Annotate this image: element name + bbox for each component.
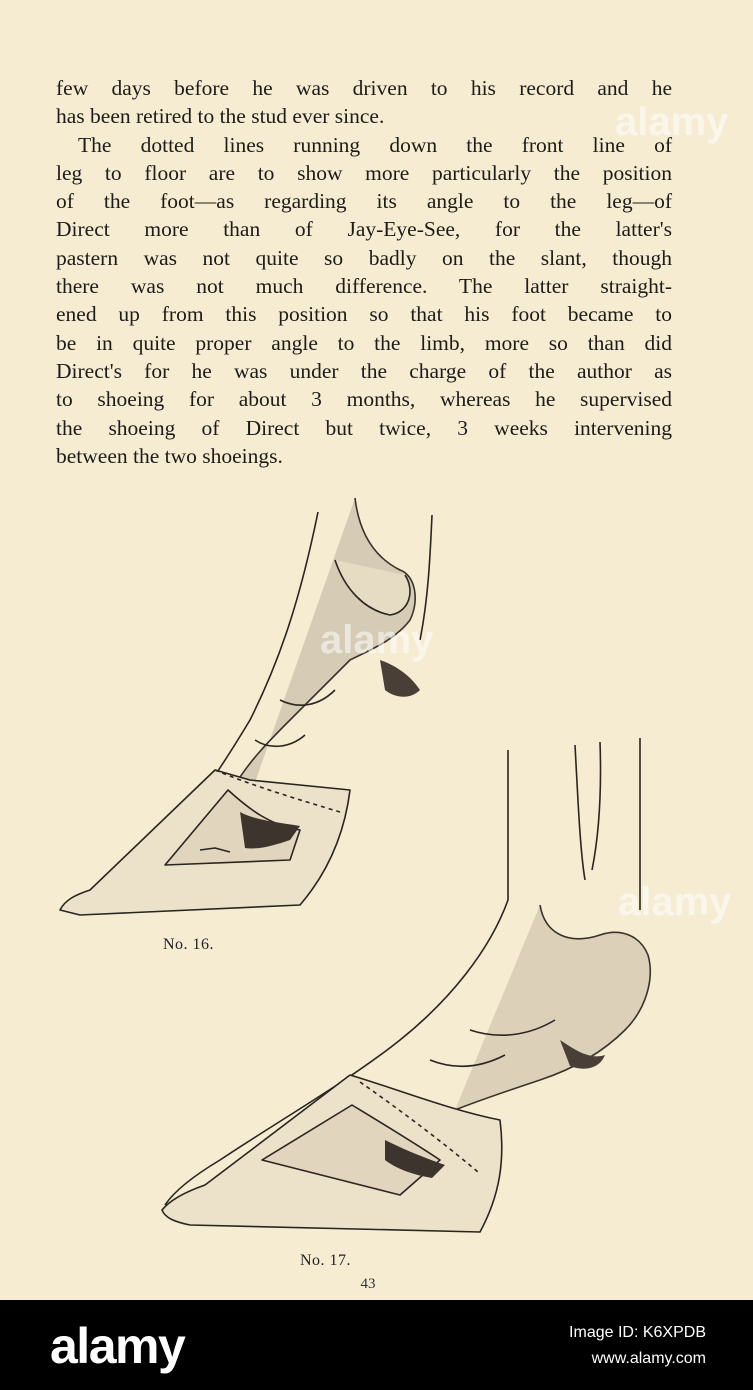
text-line: the shoeing of Direct but twice, 3 weeks intervening xyxy=(56,415,672,440)
figure-16-hoof-drawing xyxy=(60,498,432,915)
page-number: 43 xyxy=(360,1276,376,1292)
text-line: be in quite proper angle to the limb, more so than did xyxy=(56,330,672,355)
text-line: Direct more than of Jay-Eye-See, for the latter's xyxy=(56,217,672,242)
text-line: between the two shoeings. xyxy=(56,443,283,468)
text-line: Direct's for he was under the charge of the author as xyxy=(56,358,672,383)
footer-bar xyxy=(0,1300,753,1390)
text-line: of the foot—as regarding its angle to the leg—of xyxy=(56,189,672,214)
site-url: www.alamy.com xyxy=(591,1350,706,1367)
figure-16-caption: No. 16. xyxy=(163,936,215,953)
text-line: there was not much difference. The latter straight- xyxy=(56,274,672,299)
watermark-logo: alamy xyxy=(618,880,732,924)
text-line: The dotted lines running down the front line of xyxy=(78,132,672,157)
text-line: has been retired to the stud ever since. xyxy=(56,104,385,129)
watermark-logo: alamy xyxy=(615,100,729,144)
text-line: few days before he was driven to his record and he xyxy=(56,76,672,100)
watermark-logo: alamy xyxy=(320,618,434,662)
figure-17-caption: No. 17. xyxy=(300,1252,352,1269)
alamy-logo: alamy xyxy=(50,1318,185,1374)
text-line: leg to floor are to show more particularly the position xyxy=(56,160,672,185)
text-line: pastern was not quite so badly on the slant, though xyxy=(56,245,672,270)
text-line: to shoeing for about 3 months, whereas he supervised xyxy=(56,387,672,412)
image-id-label: Image ID: K6XPDB xyxy=(569,1324,706,1341)
text-line: ened up from this position so that his foot became to xyxy=(56,302,672,327)
